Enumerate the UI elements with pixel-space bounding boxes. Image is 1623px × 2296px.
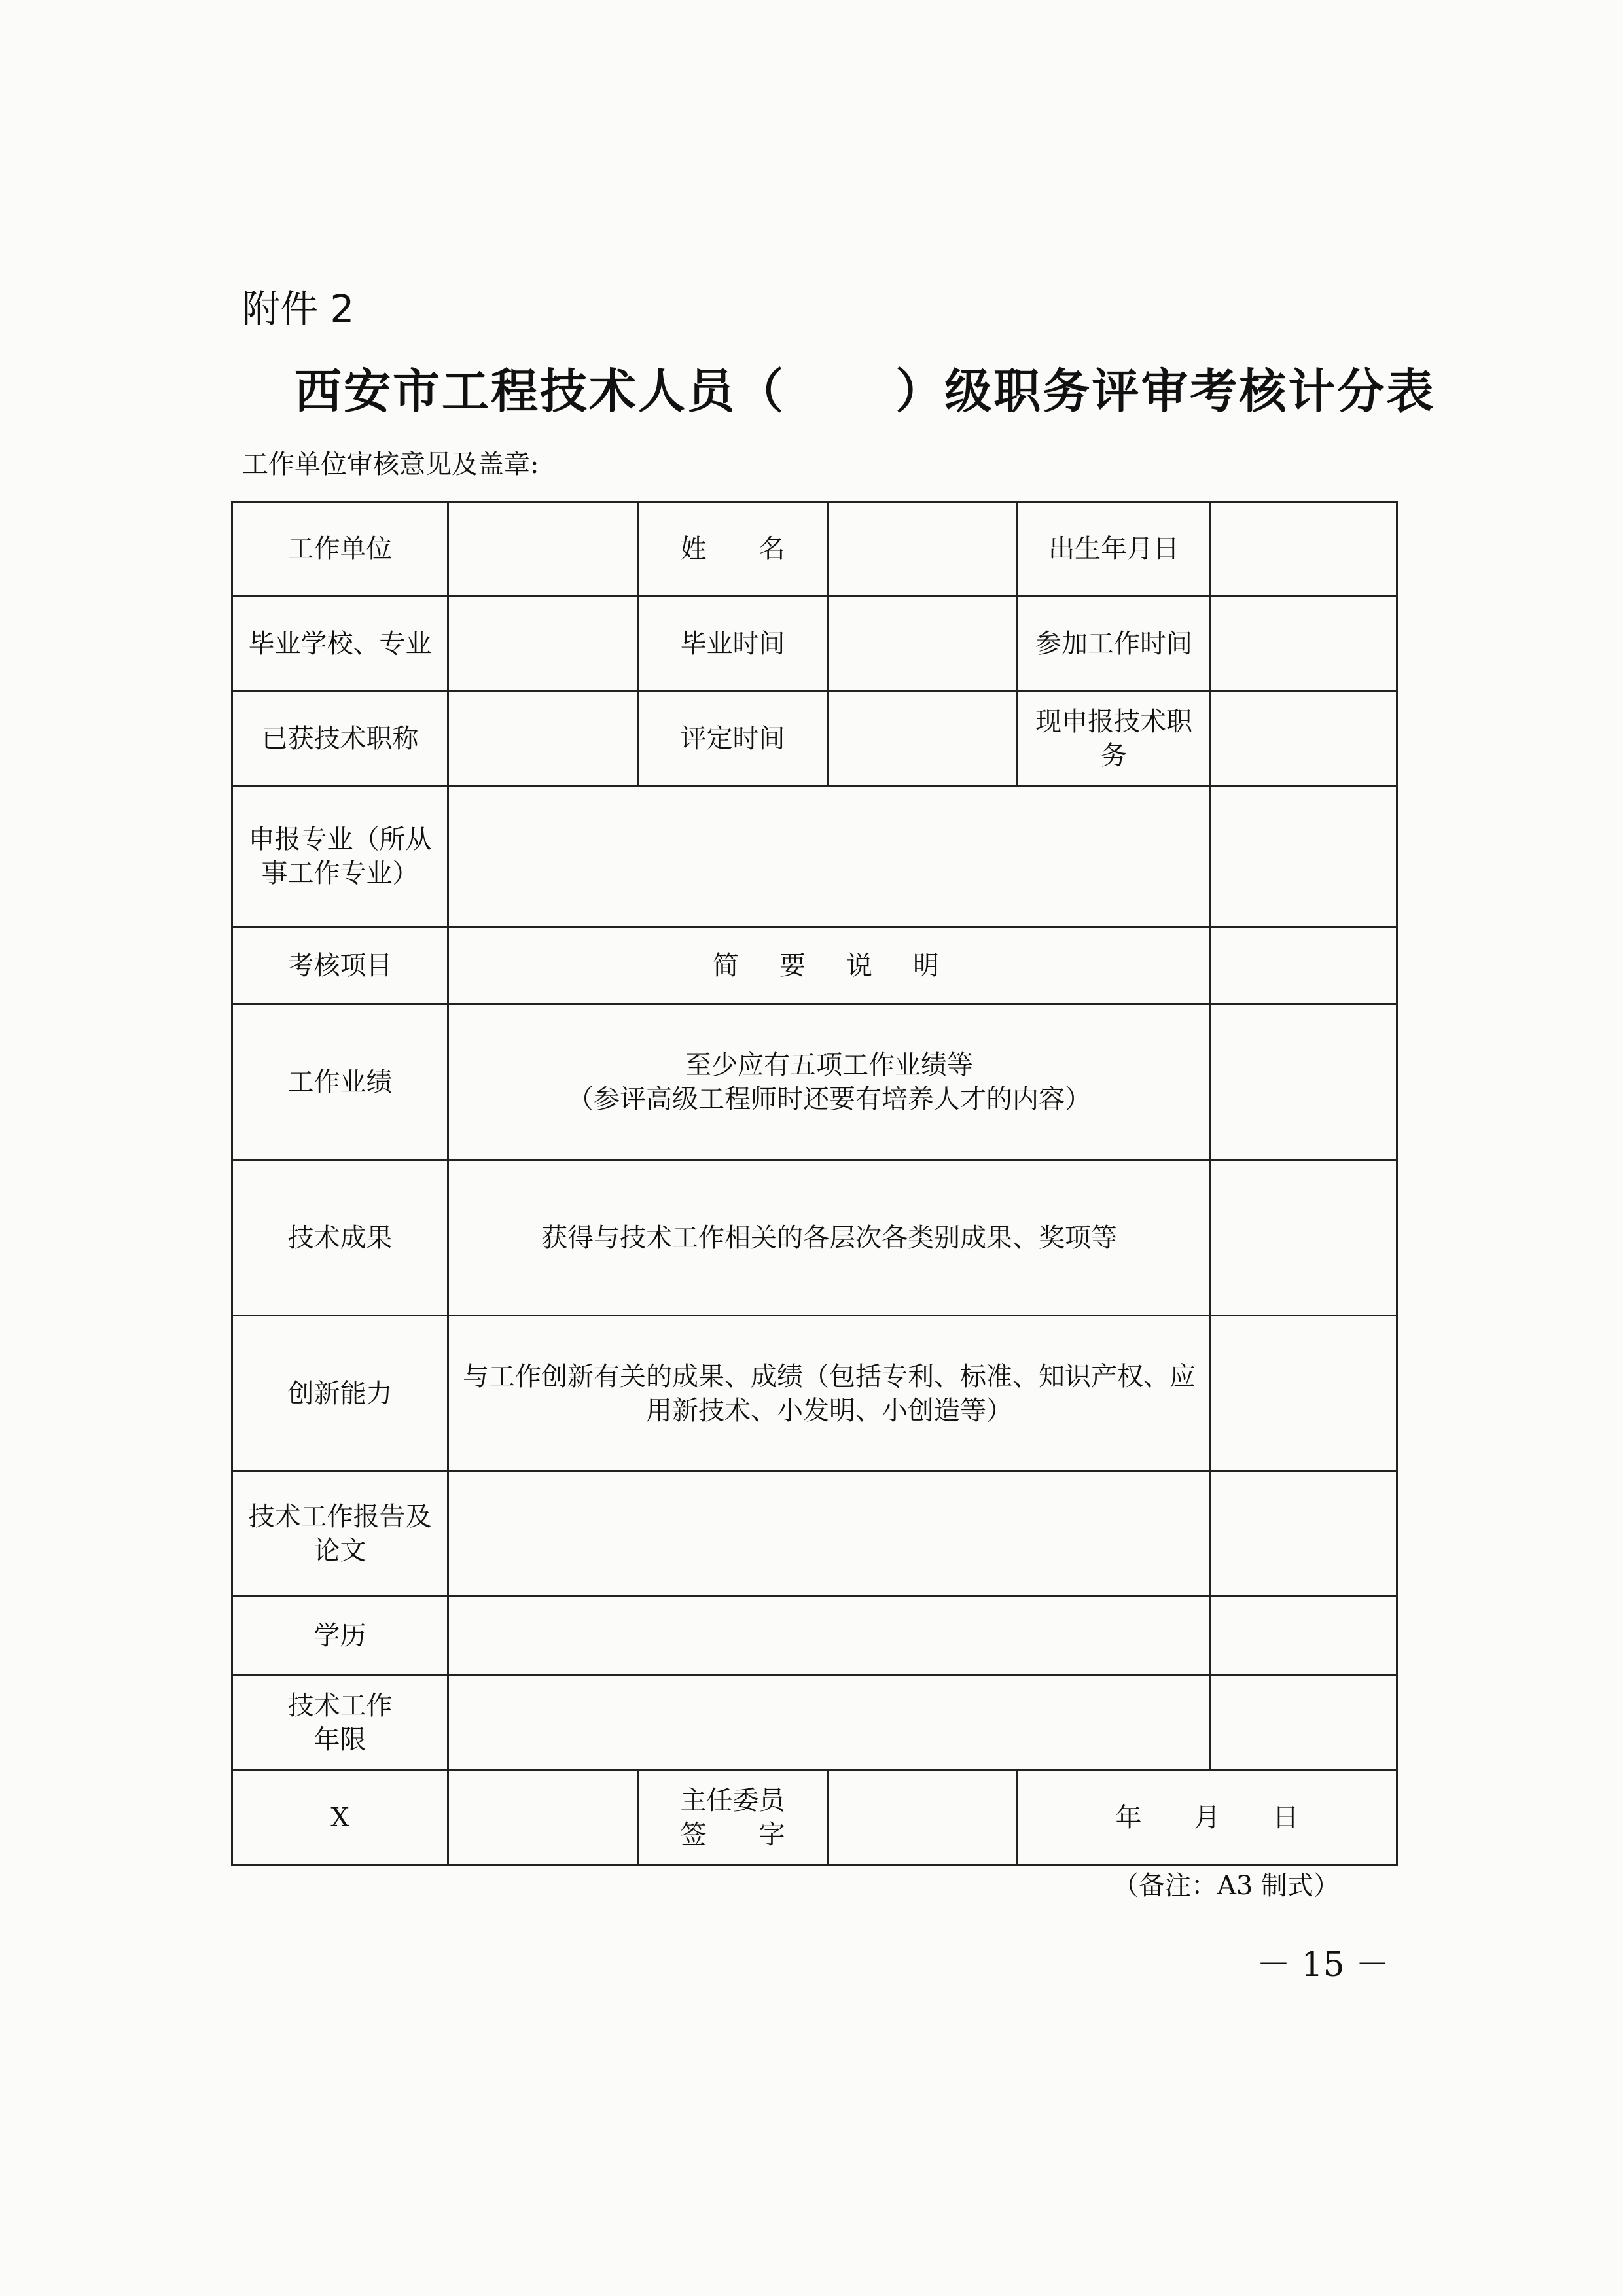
work-unit-field[interactable] — [448, 502, 638, 597]
assessment-row-label: 技术工作年限 — [232, 1676, 448, 1771]
work-start-label: 参加工作时间 — [1018, 597, 1211, 692]
form-title: 西安市工程技术人员（ ）级职务评审考核计分表 — [294, 363, 1436, 419]
work-start-field[interactable] — [1211, 597, 1397, 692]
table-row — [232, 1676, 1397, 1771]
table-row — [232, 502, 1397, 597]
score-cell[interactable] — [1211, 1676, 1397, 1771]
brief-description-header: 简要说明 — [448, 927, 1211, 1004]
name-field[interactable] — [828, 502, 1018, 597]
assessment-row-description[interactable] — [448, 1472, 1211, 1596]
assessment-row-label: 创新能力 — [232, 1316, 448, 1472]
score-cell[interactable] — [1211, 1160, 1397, 1316]
assessment-row-label: 技术成果 — [232, 1160, 448, 1316]
obtained-title-field[interactable] — [448, 692, 638, 786]
table-row — [232, 597, 1397, 692]
school-major-label: 毕业学校、专业 — [232, 597, 448, 692]
assessment-form-table — [231, 501, 1398, 1866]
table-row — [232, 1160, 1397, 1316]
birth-field[interactable] — [1211, 502, 1397, 597]
obtained-title-label: 已获技术职称 — [232, 692, 448, 786]
assessment-row-label: 学历 — [232, 1596, 448, 1676]
assessment-row-label: 技术工作报告及论文 — [232, 1472, 448, 1596]
eval-time-label: 评定时间 — [638, 692, 828, 786]
format-note: （备注：A3 制式） — [1113, 1871, 1340, 1901]
eval-time-field[interactable] — [828, 692, 1018, 786]
current-position-label: 现申报技术职务 — [1018, 692, 1211, 786]
table-row — [232, 1596, 1397, 1676]
table-row — [232, 1316, 1397, 1472]
applied-major-field[interactable] — [448, 786, 1211, 927]
assessment-row-description: 与工作创新有关的成果、成绩（包括专利、标准、知识产权、应用新技术、小发明、小创造等） — [448, 1316, 1211, 1472]
footer-x-label: X — [232, 1771, 448, 1865]
assessment-row-description[interactable] — [448, 1596, 1211, 1676]
table-row — [232, 786, 1397, 927]
assessment-item-header: 考核项目 — [232, 927, 448, 1004]
assessment-row-description[interactable] — [448, 1676, 1211, 1771]
current-position-field[interactable] — [1211, 692, 1397, 786]
date-field: 年 月 日 — [1018, 1771, 1397, 1865]
table-row — [232, 692, 1397, 786]
committee-signature-label: 主任委员 签 字 — [638, 1771, 828, 1865]
birth-label: 出生年月日 — [1018, 502, 1211, 597]
footer-field[interactable] — [448, 1771, 638, 1865]
score-cell[interactable] — [1211, 1472, 1397, 1596]
score-cell[interactable] — [1211, 1004, 1397, 1160]
table-row — [232, 1472, 1397, 1596]
grad-time-label: 毕业时间 — [638, 597, 828, 692]
page-number: － 15 － — [1257, 1945, 1390, 1985]
assessment-row-description: 至少应有五项工作业绩等 （参评高级工程师时还要有培养人才的内容） — [448, 1004, 1211, 1160]
signature-field[interactable] — [828, 1771, 1018, 1865]
table-row — [232, 1004, 1397, 1160]
review-opinion-label: 工作单位审核意见及盖章: — [242, 450, 539, 480]
score-cell[interactable] — [1211, 786, 1397, 927]
grad-time-field[interactable] — [828, 597, 1018, 692]
name-label: 姓 名 — [638, 502, 828, 597]
table-row — [232, 927, 1397, 1004]
school-major-field[interactable] — [448, 597, 638, 692]
score-cell[interactable] — [1211, 1316, 1397, 1472]
applied-major-label: 申报专业（所从事工作专业） — [232, 786, 448, 927]
assessment-row-description: 获得与技术工作相关的各层次各类别成果、奖项等 — [448, 1160, 1211, 1316]
score-cell[interactable] — [1211, 927, 1397, 1004]
assessment-row-label: 工作业绩 — [232, 1004, 448, 1160]
score-cell[interactable] — [1211, 1596, 1397, 1676]
table-row — [232, 1771, 1397, 1865]
attachment-label: 附件 2 — [242, 287, 355, 331]
work-unit-label: 工作单位 — [232, 502, 448, 597]
